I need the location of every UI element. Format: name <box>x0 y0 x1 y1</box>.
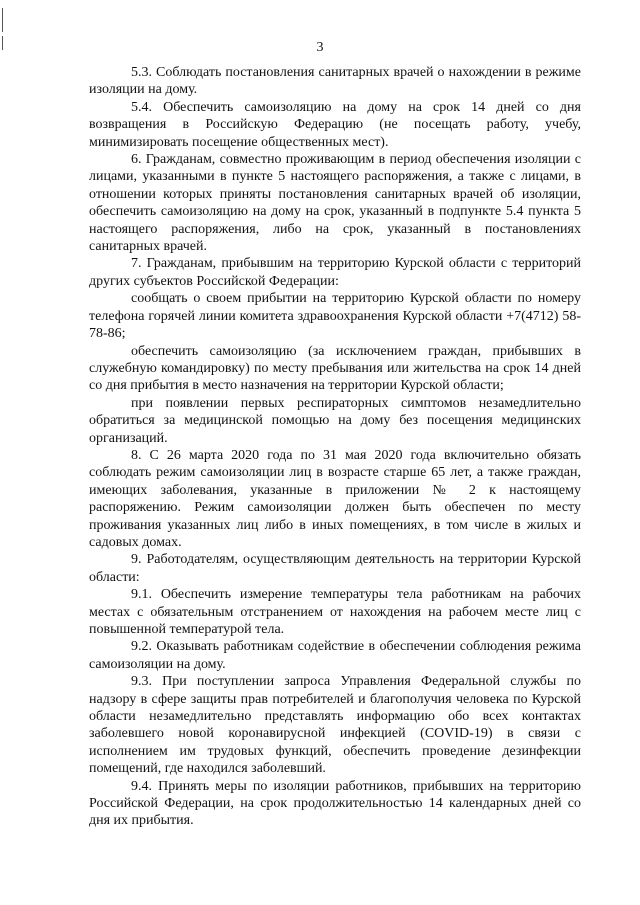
paragraph-7: 7. Гражданам, прибывшим на территорию Курской области с территорий других субъектов Российской Федерации: <box>89 256 581 289</box>
paragraph-5-4: 5.4. Обеспечить самоизоляцию на дому на срок 14 дней со дня возвращения в Российскую Федерацию (не посещать работу, учебу, минимизировать посещение общественных мест). <box>89 99 581 150</box>
paragraph-8: 8. С 26 марта 2020 года по 31 мая 2020 года включительно обязать соблюдать режим самоизоляции лиц в возрасте старше 65 лет, а также граждан, имеющих заболевания, указанные в приложении № 2 к настоящему распоряжению. Режим самоизоляции должен быть обеспечен по месту проживания указанных лиц либо в иных помещениях, в том числе в жилых и садовых домах. <box>89 447 581 550</box>
page-number: 3 <box>316 40 324 55</box>
paragraph-5-3: 5.3. Соблюдать постановления санитарных врачей о нахождении в режиме изоляции на дому. <box>89 65 581 98</box>
paragraph-7-notify: сообщать о своем прибытии на территорию Курской области по номеру телефона горячей линии комитета здравоохранения Курской области +7(4712) 58-78-86; <box>89 291 581 342</box>
paragraph-9-3: 9.3. При поступлении запроса Управления Федеральной службы по надзору в сфере защиты прав потребителей и благополучия человека по Курской области незамедлительно представлять информацию обо всех контактах заболевшего новой коронавирусной инфекцией (COVID-19) в связи с исполнением им трудовых функций, обеспечить проведение дезинфекции помещений, где находился заболевший. <box>89 674 581 777</box>
paragraph-9-1: 9.1. Обеспечить измерение температуры тела работникам на рабочих местах с обязательным отстранением от нахождения на рабочем месте лиц с повышенной температурой тела. <box>89 587 581 637</box>
document-body <box>89 64 581 830</box>
paragraph-9-2: 9.2. Оказывать работникам содействие в обеспечении соблюдения режима самоизоляции на дому. <box>89 639 581 672</box>
paragraph-7-symptoms: при появлении первых респираторных симптомов незамедлительно обратиться за медицинской помощью на дому без посещения медицинских организаций. <box>89 395 581 446</box>
paragraph-9-4: 9.4. Принять меры по изоляции работников, прибывших на территорию Российской Федерации, на срок продолжительностью 14 календарных дней со дня их прибытия. <box>89 778 581 829</box>
paragraph-9: 9. Работодателям, осуществляющим деятельность на территории Курской области: <box>89 552 581 585</box>
paragraph-7-self-isolation: обеспечить самоизоляцию (за исключением граждан, прибывших в служебную командировку) по месту пребывания или жительства на срок 14 дней со дня прибытия в место назначения на территории Курской области; <box>89 343 581 394</box>
scan-edge-mark <box>2 8 3 32</box>
paragraph-6: 6. Гражданам, совместно проживающим в период обеспечения изоляции с лицами, указанными в пункте 5 настоящего распоряжения, а также с лицами, в отношении которых приняты постановления санитарных врачей об изоляции, обеспечить самоизоляцию на дому на срок, указанный в подпункте 5.4 пункта 5 настоящего распоряжения, либо на срок, указанный в постановлениях санитарных врачей. <box>89 152 581 255</box>
